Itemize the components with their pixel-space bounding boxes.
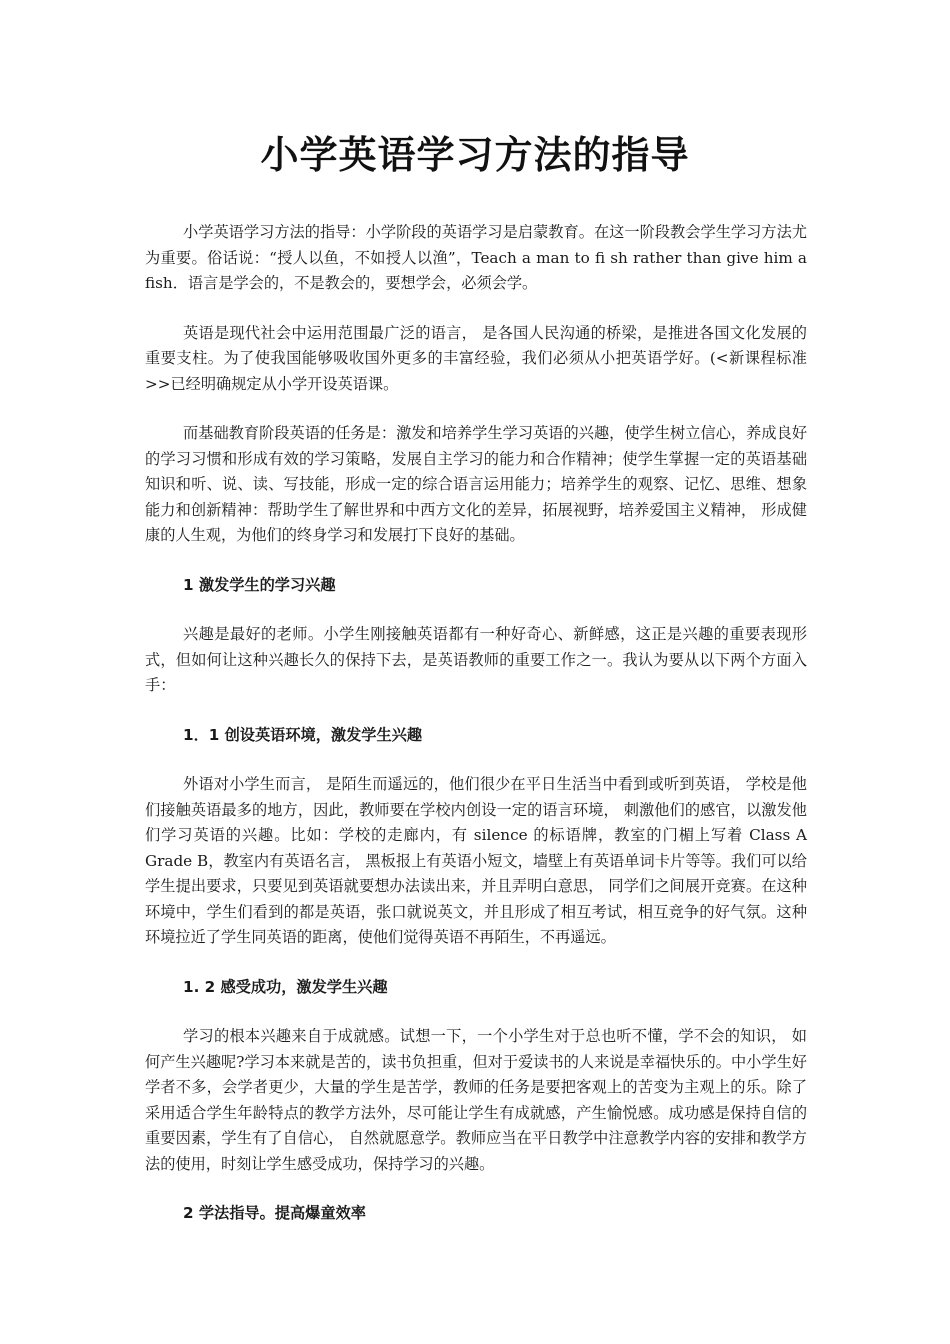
section-heading-2: 2 学法指导。提高爆童效率 (183, 1204, 366, 1222)
paragraph-environment: 外语对小学生而言， 是陌生而遥远的，他们很少在平日生活当中看到或听到英语， 学校是他们接触英语最多的地方，因此，教师要在学校内创设一定的语言环境， 刺激他们的感官，以激发他们学习英语的兴趣。比如：学校的走廊内，有 silence 的标语牌，教室的门楣上写着 Class A Grade B，教室内有英语名言， 黑板报上有英语小短文，墙壁上有英语单词卡片等等。我们可以给学生提出要求，只要见到英语就要想办法读出来，并且弄明白意思， 同学们之间展开竞赛。在这种环境中，学生们看到的都是英语，张口就说英文，并且形成了相互考试，相互竞争的好气氛。这种环境拉近了学生同英语的距离，使他们觉得英语不再陌生，不再遥远。 (145, 775, 807, 946)
paragraph-english-importance: 英语是现代社会中运用范围最广泛的语言， 是各国人民沟通的桥梁，是推进各国文化发展的重要支柱。为了使我国能够吸收国外更多的丰富经验，我们必须从小把英语学好。(<新课程标准>>已经明确规定从小学开设英语课。 (145, 323, 807, 393)
section-heading-1: 1 激发学生的学习兴趣 (183, 575, 336, 594)
document-body (145, 220, 807, 1251)
section-heading-1-2: 1. 2 感受成功，激发学生兴趣 (183, 977, 388, 996)
section-heading-1-1: 1．1 创设英语环境，激发学生兴趣 (183, 725, 423, 744)
paragraph-interest: 兴趣是最好的老师。小学生刚接触英语都有一种好奇心、新鲜感，这正是兴趣的重要表现形式，但如何让这种兴趣长久的保持下去，是英语教师的重要工作之一。我认为要从以下两个方面入手： (145, 625, 807, 694)
document-title: 小学英语学习方法的指导 (260, 132, 690, 177)
paragraph-success: 学习的根本兴趣来自于成就感。试想一下，一个小学生对于总也听不懂，学不会的知识， 如何产生兴趣呢?学习本来就是苦的，读书负担重，但对于爱读书的人来说是幸福快乐的。中小学生好学者不多，会学者更少，大量的学生是苦学，教师的任务是要把客观上的苦变为主观上的乐。除了采用适合学生年龄特点的教学方法外，尽可能让学生有成就感，产生愉悦感。成功感是保持自信的重要因素，学生有了自信心， 自然就愿意学。教师应当在平日教学中注意教学内容的安排和教学方法的使用，时刻让学生感受成功，保持学习的兴趣。 (145, 1027, 807, 1173)
paragraph-intro: 小学英语学习方法的指导：小学阶段的英语学习是启蒙教育。在这一阶段教会学生学习方法尤为重要。俗话说：“授人以鱼，不如授人以渔”，Teach a man to fi sh rather than give him a fish．语言是学会的，不是教会的，要想学会，必须会学。 (145, 223, 807, 292)
paragraph-basic-education-tasks: 而基础教育阶段英语的任务是：激发和培养学生学习英语的兴趣，使学生树立信心，养成良好的学习习惯和形成有效的学习策略，发展自主学习的能力和合作精神；使学生掌握一定的英语基础知识和听、说、读、写技能，形成一定的综合语言运用能力；培养学生的观察、记忆、思维、想象能力和创新精神：帮助学生了解世界和中西方文化的差异，拓展视野，培养爱国主义精神， 形成健康的人生观，为他们的终身学习和发展打下良好的基础。 (145, 424, 807, 544)
